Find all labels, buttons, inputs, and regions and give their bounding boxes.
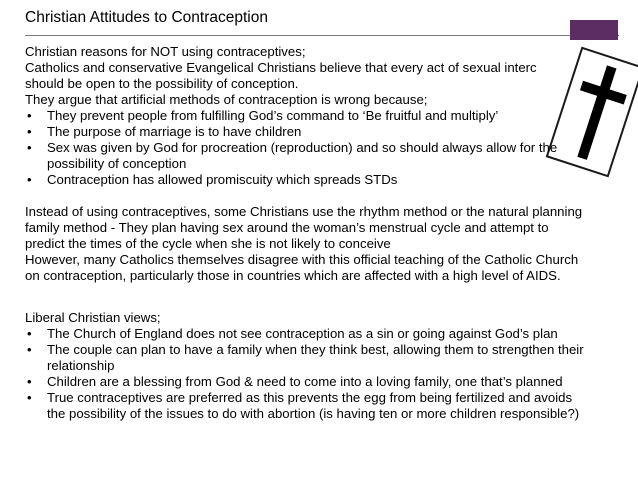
accent-box: [570, 20, 618, 40]
paragraph-line: family method - They plan having sex around the woman’s menstrual cycle and attempt to: [25, 220, 549, 235]
paragraph-line: Instead of using contraceptives, some Christians use the rhythm method or the natural planning: [25, 204, 583, 219]
list-item: • Sex was given by God for procreation (reproduction) and so should always allow for the possibility of conception: [27, 140, 558, 171]
section-heading: Christian reasons for NOT using contraceptives;: [25, 44, 306, 59]
bullet-icon: •: [27, 342, 32, 357]
list-item: • They prevent people from fulfilling God’s command to ‘Be fruitful and multiply’: [27, 108, 499, 123]
slide-title: Christian Attitudes to Contraception: [25, 9, 268, 26]
list-item: • Contraception has allowed promiscuity which spreads STDs: [27, 172, 398, 187]
paragraph-line: predict the times of the cycle when she is not likely to conceive: [25, 236, 391, 251]
title-divider: [25, 35, 619, 36]
bullet-icon: •: [27, 326, 32, 341]
section-alternatives: [25, 204, 630, 284]
bullet-icon: •: [27, 390, 32, 405]
bullet-icon: •: [27, 374, 32, 389]
list-item: • The Church of England does not see contraception as a sin or going against God’s plan: [27, 326, 558, 341]
bullet-icon: •: [27, 124, 32, 139]
list-item: • Children are a blessing from God & need to come into a loving family, one that’s planned: [27, 374, 563, 389]
intro-line: Catholics and conservative Evangelical Christians believe that every act of sexual interc: [25, 60, 537, 75]
list-item: • True contraceptives are preferred as this prevents the egg from being fertilized and avoids the possibility of the issues to do with abortion (is having ten or more children responsible?): [27, 390, 580, 421]
bullet-icon: •: [27, 108, 32, 123]
paragraph-line: on contraception, particularly those in countries which are affected with a high level of AIDS.: [25, 268, 561, 283]
bullet-icon: •: [27, 140, 32, 155]
list-item: • The couple can plan to have a family when they think best, allowing them to strengthen their relationship: [27, 342, 584, 373]
section-not-using: [25, 44, 630, 188]
section-liberal: [25, 310, 630, 422]
intro-line: should be open to the possibility of conception.: [25, 76, 299, 91]
paragraph-line: However, many Catholics themselves disagree with this official teaching of the Catholic Church: [25, 252, 579, 267]
bullet-icon: •: [27, 172, 32, 187]
section-heading: Liberal Christian views;: [25, 310, 161, 325]
list-item: • The purpose of marriage is to have children: [27, 124, 302, 139]
argue-line: They argue that artificial methods of contraception is wrong because;: [25, 92, 428, 107]
